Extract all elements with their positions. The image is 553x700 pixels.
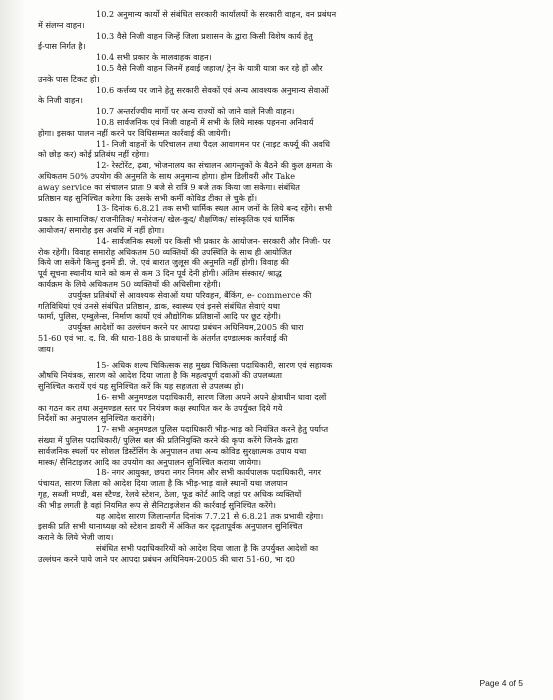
text-line: 12- रेस्टोरेंट, ढ़बा, भोजनालय का संचालन आगन्तुकों के बैठने की कुल क्षमता के xyxy=(96,160,333,171)
text-line: निर्देशों का अनुपालन सुनिश्चित करावेंगे। xyxy=(38,413,155,424)
text-line: किये जा सकेंगे किन्तु इनमें डी. जे. एवं बारात जुलूस की अनुमति नहीं होगी। विवाह की xyxy=(38,257,289,268)
text-line: 10.6 कर्त्तव्य पर जाने हेतु सरकारी सेवकों एवं अन्य आवश्यक अनुमान्य सेवाओं xyxy=(96,84,329,95)
text-line: मास्क/ सैनिटाइजर आदि का उपयोग का अनुपालन सुनिश्चित कराया जायेगा। xyxy=(38,456,262,467)
text-line: 10.7 अन्तर्राज्यीय मार्गो पर अन्य राज्यों को जाने वाले निजी वाहन। xyxy=(96,106,295,117)
text-line: कराने के लिये भेजी जाय। xyxy=(38,532,114,543)
text-line: 17- सभी अनुमण्डल पुलिस पदाधिकारी भीड़-भाड़ को नियंत्रित करने हेतु पर्याप्त xyxy=(96,424,329,435)
text-line: 10.4 सभी प्रकार के मालवाहक वाहन। xyxy=(96,52,212,63)
text-line: 15- अधिक शल्य चिकित्सक सह मुख्य चिकित्सा पदाधिकारी, सारण एवं सहायक xyxy=(96,359,333,370)
text-line: 14- सार्वजनिक स्थलों पर किसी भी प्रकार के आयोजन- सरकारी और निजी- पर xyxy=(96,235,331,246)
text-line: अधिकतम 50% उपयोग की अनुमति के साथ अनुमान्य होगा। होम डिलीवरी और Take xyxy=(38,170,296,181)
text-line: सार्वजनिक स्थलों पर सोशल डिस्टेंसिंग के अनुपालन तथा अन्य कोविड सुरक्षात्मक उपाय यथा xyxy=(38,445,307,456)
text-line: गतिविधियां एवं उनसे संबंधित प्रतिष्ठान, डाक, स्वास्थ्य एवं इनसे संबंधित सेवाएं यथा xyxy=(38,300,280,311)
text-line: उपर्युक्त आदेशों का उल्लंघन करने पर आपदा प्रबंधन अधिनियम,2005 की धारा xyxy=(68,322,304,333)
text-line: यह आदेश सारण जिलान्तर्गत दिनांक 7.7.21 से 6.8.21 तक प्रभावी रहेगा। xyxy=(96,510,324,521)
text-line: 16- सभी अनुमण्डल पदाधिकारी, सारण जिला अपने अपने क्षेत्राधीन धावा दलों xyxy=(96,391,327,402)
text-line: प्रतिष्ठान यह सुनिश्चित करेगा कि उसके सभी कर्मी कोविड टीका ले चुके हों। xyxy=(38,192,258,203)
text-line: उल्लंघन करने पाये जाने पर आपदा प्रबंधन अधिनियम-2005 की धारा 51-60, भा द0 xyxy=(38,553,295,564)
text-line: पंचायत, सारण जिला को आदेश दिया जाता है कि भीड़-भाड़ वाले स्थानों यथा जलपान xyxy=(38,478,288,489)
text-line: में संलग्न वाहन। xyxy=(38,19,85,30)
text-line: संबंधित सभी पदाधिकारियों को आदेश दिया जाता है कि उपर्युक्त आदेशों का xyxy=(96,543,319,554)
text-line: प्रकार के सामाजिक/ राजनीतिक/ मनोरंजन/ खेल-कूद/ शैक्षणिक/ सांस्कृतिक एवं धार्मिक xyxy=(38,214,295,225)
text-line: फार्मा, पुलिस, एम्बुलेन्स, निर्माण कार्यो एवं औद्योगिक प्रतिष्ठानों आदि पर छूट रहेगी। xyxy=(38,311,281,322)
text-line: 10.8 सार्वजनिक एवं निजी वाहनों में सभी के लिये मास्क पहनना अनिवार्य xyxy=(96,116,314,127)
text-line: ई-पास निर्गत है। xyxy=(38,41,86,52)
text-line: पूर्व सूचना स्थानीय थाने को कम से कम 3 दिन पूर्व देनी होगी। अंतिम संस्कार/ श्राद्ध xyxy=(38,268,282,279)
text-line: का गठन कर तथा अनुमण्डल स्तर पर नियंत्रण कक्ष स्थापित कर के उपर्युक्त दिये गये xyxy=(38,402,283,413)
text-line: औषधि नियंत्रक, सारण को आदेश दिया जाता है कि महत्वपूर्ण दवाओं की उपलब्धता xyxy=(38,370,283,381)
text-line: होगा। इसका पालन नहीं करने पर विधिसम्मत कार्रवाई की जायेगी। xyxy=(38,127,231,138)
text-line: की भीड़ लगती है वहां नियमित रूप से सैनिटाइजेशन की कार्रवाई सुनिश्चित करेंगे। xyxy=(38,499,277,510)
text-line: 13- दिनांक 6.8.21 तक सभी धार्मिक स्थल आम जनों के लिये बन्द रहेंगे। सभी xyxy=(96,203,333,214)
text-line: कार्यक्रम के लिये अधिकतम 50 व्यक्तियों की अधिसीमा रहेगी। xyxy=(38,278,221,289)
text-line: जाय। xyxy=(38,343,55,354)
text-line: आयोजन/ समारोह इस अवधि में नहीं होगा। xyxy=(38,224,165,235)
text-line: away service का संचालन प्रातः 9 बजे से रात्रि 9 बजे तक किया जा सकेगा। संबंधित xyxy=(38,181,300,192)
text-line: उपर्युक्त प्रतिबंधों से आवश्यक सेवाओं यथा परिवहन, बैंकिंग, e- commerce की xyxy=(68,289,312,300)
text-line: गृह, सब्जी मण्डी, बस स्टैण्ड, रेलवे स्टेशन, ठेला, फूड कोर्ट आदि जहां पर अधिक व्यक्तियों xyxy=(38,489,302,500)
text-line: 10.3 वैसे निजी वाहन जिन्हें जिला प्रशासन के द्वारा किसी विशेष कार्य हेतु xyxy=(96,30,313,41)
text-line: उनके पास टिकट हो। xyxy=(38,73,100,84)
text-line: 18- नगर आयुक्त, छपरा नगर निगम और सभी कार्यपालक पदाधिकारी, नगर xyxy=(96,467,322,478)
text-line: रोक रहेगी। विवाह समारोह अधिकतम 50 व्यक्तियों की उपस्थिति के साथ ही आयोजित xyxy=(38,246,292,257)
text-line: सुनिश्चित करायें एवं यह सुनिश्चित करें कि यह सहजता से उपलब्ध हो। xyxy=(38,381,244,392)
text-line: के निजी वाहन। xyxy=(38,95,83,106)
text-line: 10.2 अनुमान्य कार्यो से संबंधित सरकारी कार्यालयों के सरकारी वाहन, वन प्रबंधन xyxy=(96,9,337,19)
text-line: संख्या में पुलिस पदाधिकारी/ पुलिस बल की प्रतिनियुक्ति करने की कृपा करेंगे जिनके द्वारा xyxy=(38,435,299,446)
text-line: 10.5 वैसे निजी वाहन जिनमें हवाई जहाज/ ट्रेन के यात्री यात्रा कर रहे हों और xyxy=(96,62,323,73)
text-line: इसकी प्रति सभी थानाध्यक्ष को स्टेशन डायरी में अंकित कर दृढ़तापूर्वक अनुपालन सुनिश्चित xyxy=(38,521,303,532)
page-number: Page 4 of 5 xyxy=(479,678,523,688)
scan-shadow xyxy=(0,0,26,700)
document-body xyxy=(38,9,532,565)
text-line: 51-60 एवं भा. द. वि. की धारा-188 के प्रावधानों के अंतर्गत दण्डात्मक कार्रवाई की xyxy=(38,332,288,343)
text-line: को छोड़ कर) कोई प्रतिबंध नहीं रहेगा। xyxy=(38,149,150,160)
text-line: 11- निजी वाहनों के परिचालन तथा पैदल आवागमन पर (नाइट कर्फ्यू की अवधि xyxy=(96,138,330,149)
